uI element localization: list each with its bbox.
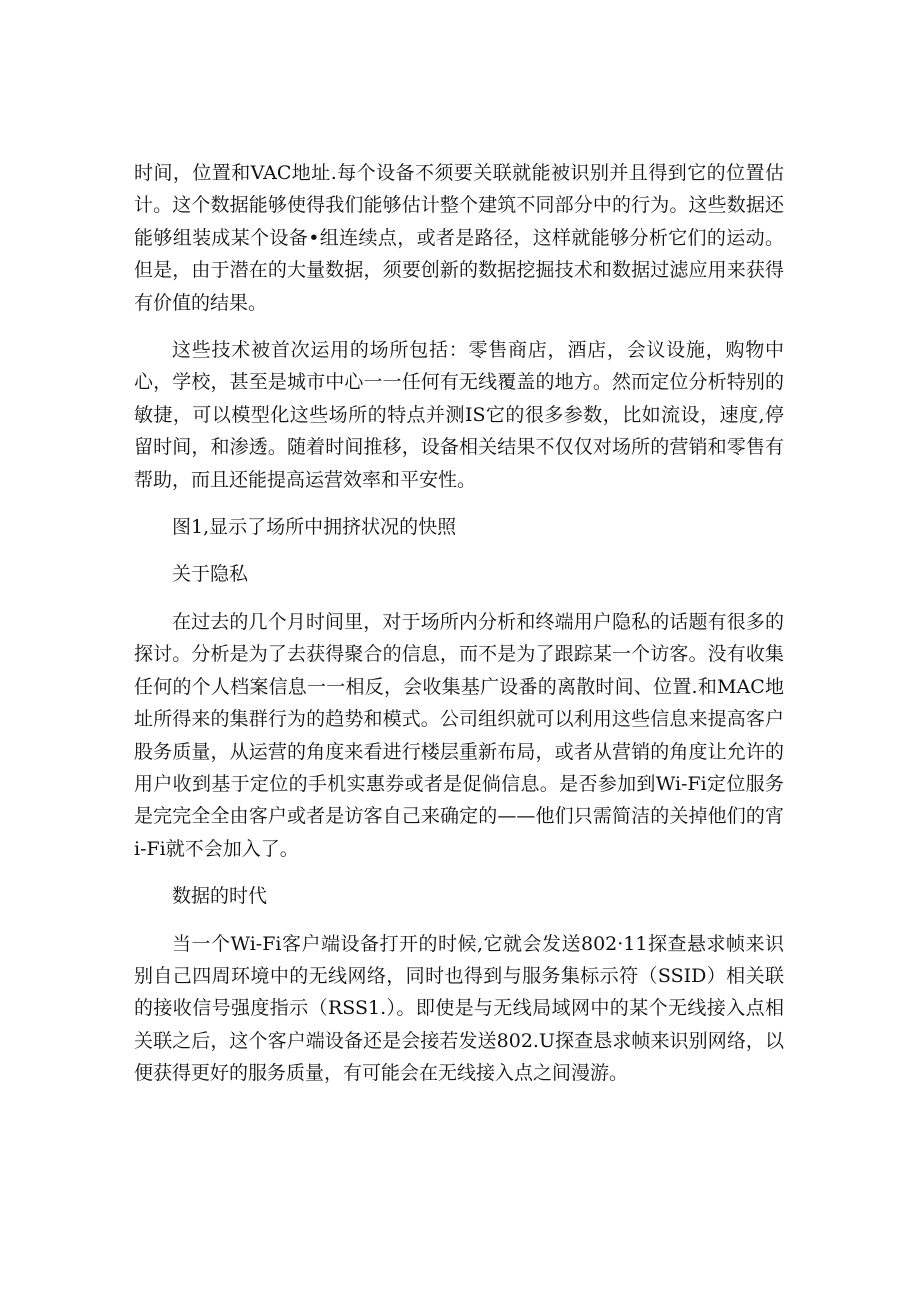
- paragraph-location-data: 时间，位置和VAC地址.每个设备不须要关联就能被识别并且得到它的位置估计。这个数据能够使得我们能够估计整个建筑不同部分中的行为。这些数据还能够组装成某个设备•组连续点，或者是路径，这样就能够分析它们的运动。但是，由于潜在的大量数据，须要创新的数据挖掘技术和数据过滤应用来获得有价值的结果。: [134, 162, 784, 314]
- section-heading-data-era: 数据的时代: [172, 885, 268, 908]
- paragraph-venues: 这些技术被首次运用的场所包括：零售商店，酒店，会议设施，购物中心，学校，甚至是城市中心一一任何有无线覆盖的地方。然而定位分析特别的敏捷，可以模型化这些场所的特点并测IS它的很多参数，比如流设，速度,停留时间，和渗透。随着时间推移，设备相关结果不仅仅对场所的营销和零售有帮助，而且还能提高运营效率和平安性。: [134, 339, 784, 491]
- paragraph-data-era: 当一个Wi-Fi客户端设备打开的时候,它就会发送802·11探查悬求帧来识别自己四周环境中的无线网络，同时也得到与服务集标示符（SSID）相关联的接收信号强度指示（RSS1.）。即使是与无线局域网中的某个无线接入点相关联之后，这个客户端设备还是会接若发送802.U探查恳求帧来识别网络，以便获得更好的服务质量，有可能会在无线接入点之间漫游。: [134, 932, 784, 1085]
- paragraph-privacy: 在过去的几个月时间里，对于场所内分析和终端用户隐私的话题有很多的探讨。分析是为了去获得聚合的信息，而不是为了跟踪某一个访客。没有收集任何的个人档案信息一一相反，会收集基广设番的离散时间、位置.和MAC地址所得来的集群行为的趋势和模式。公司组织就可以利用这些信息来提高客户股务质量，从运营的角度来看进行楼层重新布局，或者从营销的角度让允许的用户收到基于定位的手机实惠券或者是促倘信息。是否参加到Wi-Fi定位服务是完完全全由客户或者是访客自己来确定的——他们只需简洁的关掉他们的宵i-Fi就不会加入了。: [134, 610, 784, 860]
- figure-caption: 图1,显示了场所中拥挤状况的快照: [172, 516, 457, 539]
- section-heading-privacy: 关于隐私: [172, 563, 249, 586]
- document-body: [134, 157, 784, 1105]
